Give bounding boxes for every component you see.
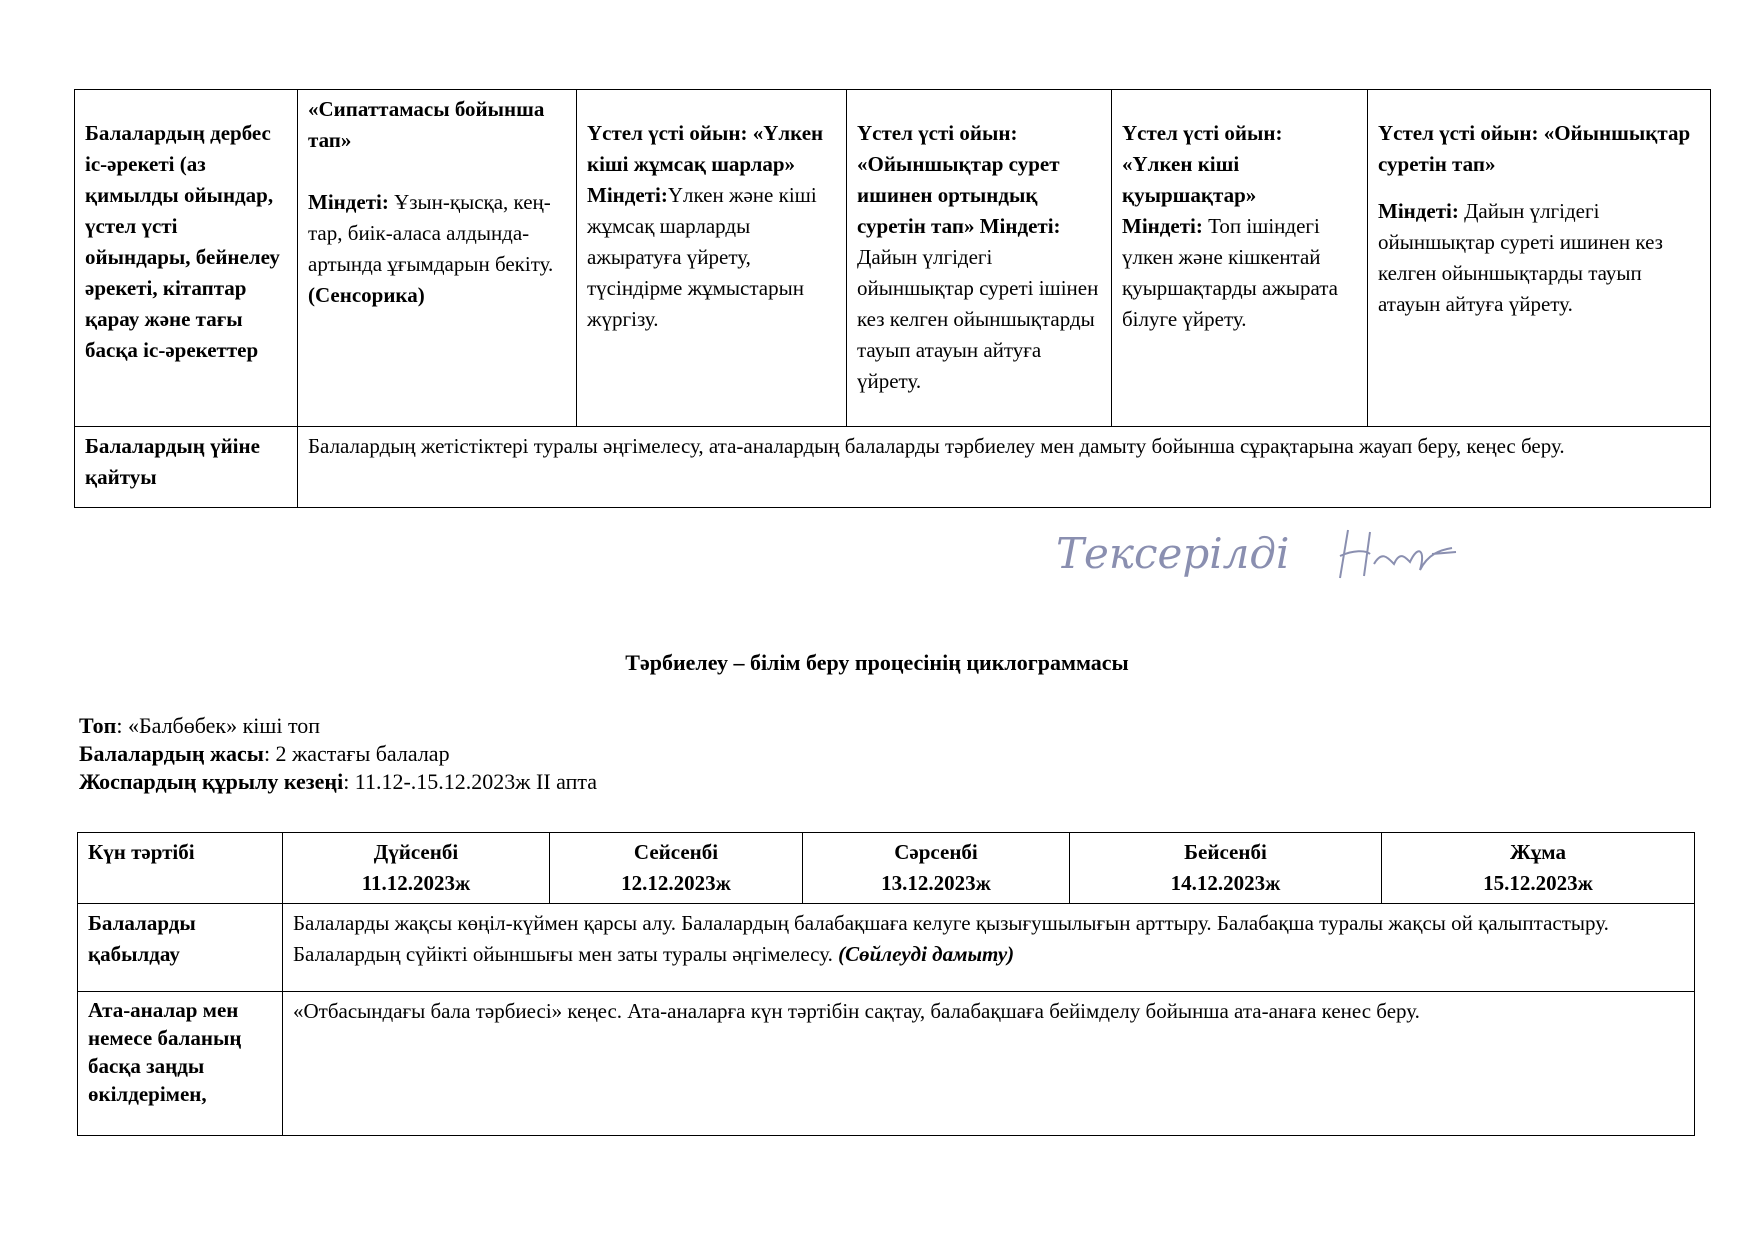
task-label: Міндеті: [974, 214, 1061, 238]
activity-title: Үстел үсті ойын: «Үлкен кіші қуыршақтар» [1122, 121, 1283, 207]
day-name: Жұма [1510, 840, 1566, 864]
row-label-parents: Ата-аналар мен немесе баланың басқа заңды өкілдерімен, [78, 992, 283, 1136]
meta-age [79, 740, 450, 768]
day-date: 12.12.2023ж [621, 871, 731, 895]
task-text: Топ ішіндегі үлкен және кішкентай қуыршақтарды ажырата білуге үйрету. [1122, 214, 1338, 331]
task-text: Ұзын-қысқа, кең-тар, биік-аласа алдында-артында ұғымдарын бекіту. [308, 190, 554, 276]
reception-text [283, 904, 1695, 992]
day-header-friday [1382, 833, 1695, 904]
task-label: Міндеті: [1122, 214, 1203, 238]
task-text: Үлкен және кіші жұмсақ шарларды ажыратуға үйрету, түсіндірме жұмыстарын жүргізу. [587, 183, 817, 331]
row-label-independent-activity: Балалардың дербес іс-әрекеті (аз қимылды ойындар, үстел үсті ойындары, бейнелеу әрекеті, кітаптар қарау және тағы басқа іс-әрекеттер [75, 90, 298, 427]
signature-scribble [1340, 530, 1456, 578]
meta-period [79, 768, 597, 796]
meta-value: : «Балбөбек» кіші топ [116, 713, 321, 738]
meta-label: Балалардың жасы [79, 741, 264, 766]
table-row [78, 904, 1695, 992]
activity-title: Үстел үсті ойын: «Ойыншықтар суретін тап» [1378, 121, 1691, 176]
day-header-thursday [1070, 833, 1382, 904]
table-row [75, 90, 1711, 427]
table-row [78, 992, 1695, 1136]
day-date: 13.12.2023ж [881, 871, 991, 895]
task-text: Дайын үлгідегі ойыншықтар суреті ішінен кез келген ойыншықтарды тауып атауын айтуға үйрету. [857, 245, 1099, 393]
signature-text: Тексерілді [1056, 529, 1290, 578]
going-home-text: Балалардың жетістіктері туралы әңгімелесу, ата-аналардың балаларды тәрбиелеу мен дамыту бойынша сұрақтарына жауап беру, кеңес беру. [298, 427, 1711, 508]
header-label: Күн тәртібі [78, 833, 283, 904]
schedule-table [77, 832, 1695, 1136]
row-label-going-home: Балалардың үйіне қайтуы [75, 427, 298, 508]
activity-cell-5 [1368, 90, 1711, 427]
meta-value: : 11.12-.15.12.2023ж ІІ апта [343, 769, 598, 794]
parents-text: «Отбасындағы бала тәрбиесі» кеңес. Ата-аналарға күн тәртібін сақтау, балабақшаға бейімделу бойынша ата-анаға кенес беру. [283, 992, 1695, 1136]
day-header-wednesday [803, 833, 1070, 904]
activity-title: Үстел үсті ойын: «Үлкен кіші жұмсақ шарлар» [587, 121, 824, 176]
activity-title: «Сипаттамасы бойынша тап» [308, 97, 545, 152]
page-title: Тәрбиелеу – білім беру процесінің циклограммасы [625, 650, 1129, 675]
day-date: 14.12.2023ж [1170, 871, 1281, 895]
day-header-tuesday [550, 833, 803, 904]
activity-tag: (Сенсорика) [308, 283, 425, 307]
reception-tag: (Сөйлеуді дамыту) [838, 942, 1015, 966]
meta-value: : 2 жастағы балалар [263, 741, 450, 766]
activity-cell-3 [847, 90, 1112, 427]
day-name: Сәрсенбі [894, 840, 978, 864]
meta-group [79, 712, 320, 740]
activity-title: Үстел үсті ойын: «Ойыншықтар сурет ишинен ортындық суретін тап» [857, 121, 1060, 238]
task-label: Міндеті: [1378, 199, 1459, 223]
day-name: Бейсенбі [1184, 840, 1267, 864]
activity-cell-4 [1112, 90, 1368, 427]
reception-body: Балаларды жақсы көңіл-күймен қарсы алу. Балалардың балабақшаға келуге қызығушылығын арттыру. Балабақша туралы жақсы ой қалыптастыру. Балалардың сүйікті ойыншығы мен заты туралы әңгімелесу. [293, 911, 1609, 966]
table-header-row [78, 833, 1695, 904]
day-date: 15.12.2023ж [1483, 871, 1593, 895]
day-date: 11.12.2023ж [361, 871, 471, 895]
task-text: Дайын үлгідегі ойыншықтар суреті ишинен кез келген ойыншықтарды тауып атауын айтуға үйрету. [1378, 199, 1663, 316]
meta-label: Жоспардың құрылу кезеңі [79, 769, 344, 794]
day-name: Дүйсенбі [373, 840, 459, 864]
activity-cell-1 [298, 90, 577, 427]
handwritten-signature [1048, 510, 1468, 590]
day-header-monday [283, 833, 550, 904]
task-label: Міндеті: [308, 190, 389, 214]
day-name: Сейсенбі [633, 840, 719, 864]
meta-label: Топ [79, 713, 117, 738]
task-label: Міндеті: [587, 183, 668, 207]
activities-table [74, 89, 1711, 508]
activity-cell-2 [577, 90, 847, 427]
table-row [75, 427, 1711, 508]
row-label-reception: Балаларды қабылдау [78, 904, 283, 992]
